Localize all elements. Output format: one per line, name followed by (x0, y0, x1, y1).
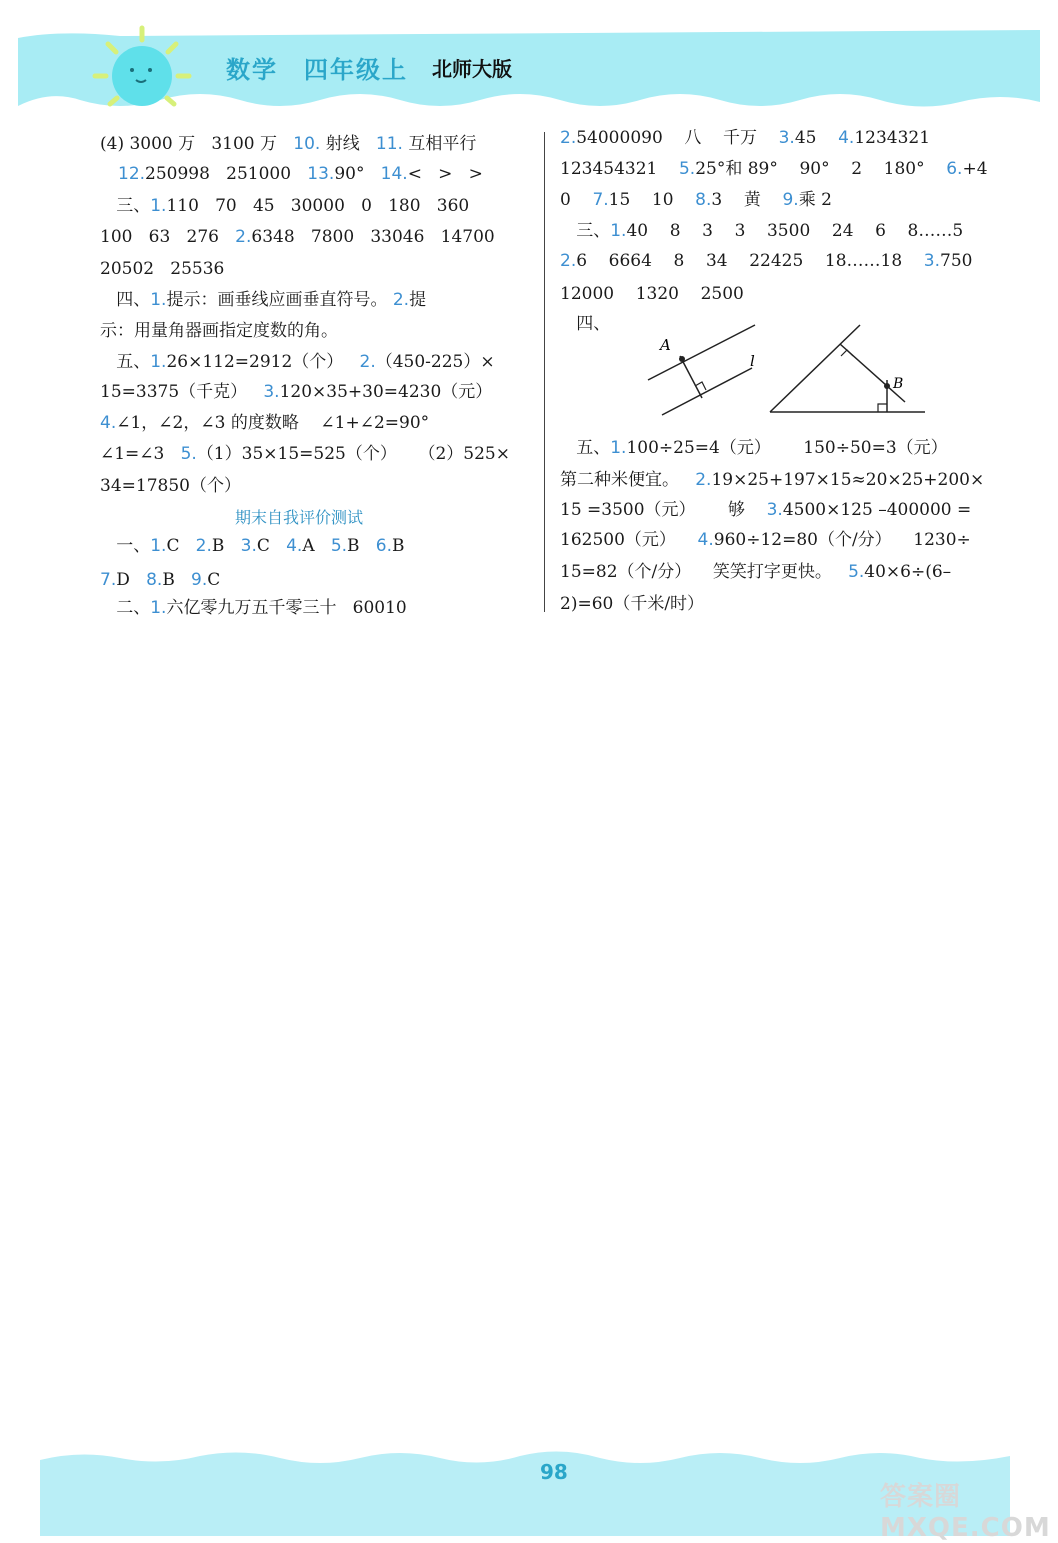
question-number: 3. (240, 536, 257, 556)
answer-text: 15=82（个/分） 笑笑打字更快。 (560, 562, 849, 582)
answer-text: 25°和 89° 90° 2 180° (695, 159, 947, 179)
question-number: 2. (560, 128, 577, 148)
question-number: 4. (286, 536, 303, 556)
answer-line (118, 164, 483, 186)
answer-text: 34=17850（个） (100, 476, 241, 496)
answer-text: 第二种米便宜。 (560, 470, 696, 490)
answer-text: 0 (560, 190, 593, 210)
answer-line (100, 382, 492, 404)
answer-text: 4500×125 –400000 = (782, 500, 972, 520)
answer-line (100, 321, 338, 343)
answer-text: 15 10 (608, 190, 696, 210)
answer-text: C (207, 570, 221, 590)
answer-line (560, 530, 971, 552)
answer-text: 15=3375（千克） (100, 382, 264, 402)
question-number: 8. (146, 570, 163, 590)
perpendicular-line-diagram (640, 320, 770, 420)
answer-text: A (302, 536, 331, 556)
answer-text: 45 (794, 128, 839, 148)
answer-line (100, 227, 495, 249)
answer-text: （450-225）× (375, 352, 495, 372)
answer-text: (4) 3000 万 3100 万 (100, 134, 294, 154)
question-number: 5. (330, 536, 348, 556)
answer-text: 一、 (100, 536, 151, 556)
question-number: 2. (392, 290, 410, 310)
answer-text: 6 6664 8 34 22425 18……18 (576, 251, 924, 271)
answer-line (560, 128, 930, 150)
question-number: 1. (150, 352, 167, 372)
answer-line (560, 159, 988, 181)
answer-text: 示：用量角器画指定度数的角。 (100, 321, 338, 341)
answer-text: 四、 (560, 314, 611, 334)
answer-text: 1234321 (854, 128, 931, 148)
answer-text: （1）35×15=525（个） （2）525× (196, 444, 510, 464)
page-number: 98 (540, 1460, 568, 1484)
answer-text: 3 黄 (711, 190, 783, 210)
question-number: 5. (848, 562, 865, 582)
answer-line (100, 536, 405, 558)
answer-text: 五、 (100, 352, 151, 372)
answer-text: 三、 (560, 221, 611, 241)
question-number: 4. (838, 128, 855, 148)
answer-line (100, 598, 407, 620)
question-number: 2. (695, 470, 712, 490)
label-b: B (893, 376, 904, 392)
question-number: 2. (235, 227, 252, 247)
question-number: 10. (293, 134, 321, 154)
answer-text: 100 63 276 (100, 227, 236, 247)
answer-line (560, 470, 984, 492)
answer-line (100, 196, 469, 218)
answer-text: 960÷12=80（个/分） 1230÷ (713, 530, 971, 550)
answer-line (560, 284, 744, 306)
answer-line (100, 444, 510, 466)
answer-text: 250998 251000 (145, 164, 308, 184)
question-number: 1. (610, 221, 627, 241)
answer-text: ∠1=∠3 (100, 444, 181, 464)
answer-text: B (211, 536, 241, 556)
question-number: 9. (782, 190, 799, 210)
answer-text: B (347, 536, 376, 556)
answer-text: 四、 (100, 290, 151, 310)
answer-text: 五、 (560, 438, 611, 458)
triangle-diagram (765, 320, 930, 420)
question-number: 13. (307, 164, 335, 184)
answer-text: 100÷25=4（元） 150÷50=3（元） (626, 438, 948, 458)
answer-text: 750 (940, 251, 973, 271)
answer-text: 54000090 八 千万 (576, 128, 779, 148)
question-number: 1. (610, 438, 627, 458)
answer-text: 110 70 45 30000 0 180 360 (166, 196, 470, 216)
answer-text: 二、 (100, 598, 151, 618)
question-number: 9. (191, 570, 208, 590)
question-number: 11. (375, 134, 403, 154)
answer-text: 15 =3500（元） 够 (560, 500, 767, 520)
watermark: 答案圈 MXQE.COM (880, 1482, 1051, 1543)
answer-line (100, 476, 241, 498)
answer-line (100, 259, 224, 281)
answer-text: D (116, 570, 147, 590)
question-number: 14. (380, 164, 408, 184)
question-number: 4. (697, 530, 714, 550)
answer-text: 提示：画垂线应画垂直符号。 (166, 290, 393, 310)
label-a: A (660, 336, 671, 354)
question-number: 7. (100, 570, 117, 590)
answer-line (560, 190, 832, 212)
header-edition: 北师大版 (432, 57, 512, 81)
answer-text: 射线 (320, 134, 376, 154)
question-number: 3. (923, 251, 941, 271)
question-number: 6. (946, 159, 963, 179)
question-number: 3. (766, 500, 783, 520)
answer-text: 提 (409, 290, 427, 310)
answer-text: C (166, 536, 196, 556)
question-number: 12. (118, 164, 146, 184)
answer-text: < > > (407, 164, 483, 184)
answer-text: B (162, 570, 192, 590)
answer-text: 90° (334, 164, 381, 184)
question-number: 2. (195, 536, 212, 556)
answer-line (560, 221, 963, 243)
question-number: 2. (560, 251, 577, 271)
answer-line (100, 413, 429, 435)
column-divider (544, 132, 545, 612)
answer-text: 2)=60（千米/时） (560, 594, 705, 614)
answer-line (560, 562, 951, 584)
question-number: 1. (150, 536, 167, 556)
answer-text: 40 8 3 3 3500 24 6 8……5 (626, 221, 964, 241)
answer-text: +4 (962, 159, 988, 179)
question-number: 8. (695, 190, 712, 210)
answer-line (560, 251, 972, 273)
answer-text: 六亿零九万五千零三十 60010 (166, 598, 407, 618)
answer-line (560, 500, 971, 522)
label-l: l (750, 352, 755, 370)
answer-text: 40×6÷(6– (864, 562, 952, 582)
question-number: 3. (263, 382, 280, 402)
answer-text: 162500（元） (560, 530, 698, 550)
answer-text: B (392, 536, 405, 556)
answer-text: 123454321 (560, 159, 679, 179)
answer-line (560, 314, 610, 336)
question-number: 3. (778, 128, 795, 148)
answer-text: 12000 1320 2500 (560, 284, 744, 304)
answer-text: 20502 25536 (100, 259, 225, 279)
answer-line (100, 570, 220, 592)
question-number: 1. (150, 290, 167, 310)
answer-text: 26×112=2912（个） (166, 352, 360, 372)
header-grade: 四年级上 (304, 56, 408, 84)
question-number: 5. (180, 444, 197, 464)
question-number: 2. (359, 352, 376, 372)
answer-line (100, 134, 476, 156)
question-number: 6. (375, 536, 392, 556)
question-number: 1. (150, 196, 167, 216)
answer-text: 互相平行 (402, 134, 477, 154)
answer-text: 19×25+197×15≈20×25+200× (711, 470, 985, 490)
answer-text: 120×35+30=4230（元） (279, 382, 493, 402)
question-number: 7. (592, 190, 609, 210)
answer-text: C (256, 536, 287, 556)
answer-text: ∠1，∠2，∠3 的度数略 ∠1+∠2=90° (116, 413, 430, 433)
answer-text: 三、 (100, 196, 151, 216)
answer-text: 6348 7800 33046 14700 (251, 227, 495, 247)
answer-text: 乘 2 (798, 190, 832, 210)
answer-line (100, 290, 426, 312)
answer-line (560, 594, 704, 616)
header-banner (0, 0, 1058, 130)
question-number: 5. (678, 159, 696, 179)
section-title: 期末自我评价测试 (235, 508, 364, 527)
question-number: 1. (150, 598, 167, 618)
question-number: 4. (100, 413, 117, 433)
answer-line (100, 352, 495, 374)
answer-line (560, 438, 948, 460)
header-subject: 数学 (226, 56, 278, 84)
